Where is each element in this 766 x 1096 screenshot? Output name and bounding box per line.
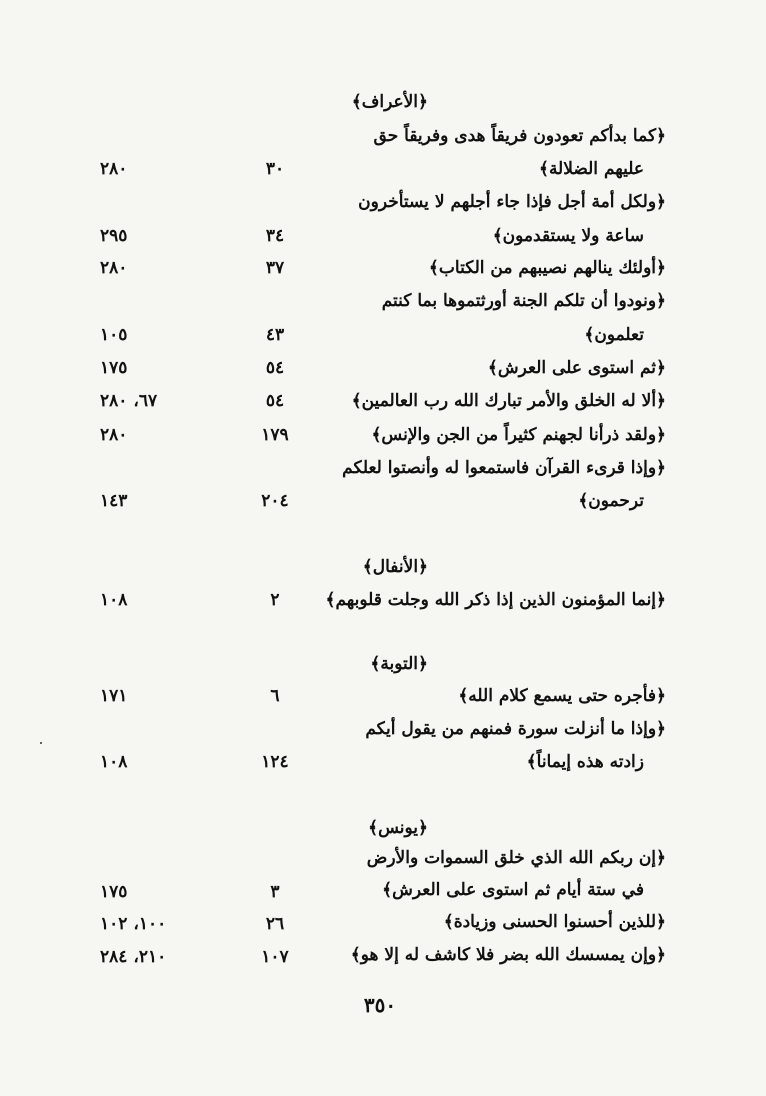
page-reference: ٢٩٥	[100, 226, 128, 246]
page-reference: ٦٧، ٢٨٠	[100, 391, 158, 411]
entry-text: ﴿ولكل أمة أجل فإذا جاء أجلهم لا يستأخرون	[358, 192, 666, 212]
entry-text: ﴿وإذا قرىء القرآن فاستمعوا له وأنصتوا لعلكم	[342, 458, 666, 478]
page-reference: ٢٨٠	[100, 258, 128, 278]
page-reference: ١٠٨	[100, 752, 128, 772]
verse-number: ٢٦	[265, 914, 285, 934]
page-reference: ١٤٣	[100, 491, 128, 511]
entry-text: ﴿للذين أحسنوا الحسنى وزيادة﴾	[443, 912, 666, 932]
entry-text: ساعة ولا يستقدمون﴾	[492, 226, 644, 246]
entry-text: ﴿وإن يمسسك الله بضر فلا كاشف له إلا هو﴾	[350, 945, 666, 965]
verse-number: ٤٣	[265, 325, 285, 345]
entry-text: ﴿وإذا ما أنزلت سورة فمنهم من يقول أيكم	[365, 719, 666, 739]
verse-number: ١٧٩	[261, 425, 289, 445]
section-heading: ﴿الأعراف﴾	[351, 92, 428, 112]
verse-number: ٣٤	[265, 226, 285, 246]
entry-text: ﴿إنما المؤمنون الذين إذا ذكر الله وجلت قلوبهم﴾	[325, 590, 666, 610]
verse-number: ٢٠٤	[261, 491, 289, 511]
page-reference: ١٧٥	[100, 358, 128, 378]
page-reference: ١٠٠، ١٠٢	[100, 914, 167, 934]
verse-number: ١٠٧	[261, 947, 289, 967]
page-reference: ١٠٥	[100, 325, 128, 345]
entry-text: تعلمون﴾	[584, 325, 644, 345]
entry-text: ﴿ونودوا أن تلكم الجنة أورثتموها بما كنتم	[381, 291, 666, 311]
verse-number: ٦	[270, 686, 280, 706]
entry-text: ﴿ولقد ذرأنا لجهنم كثيراً من الجن والإنس﴾	[371, 425, 666, 445]
verse-number: ٣٠	[265, 159, 285, 179]
page-reference: ١٧٥	[100, 882, 128, 902]
entry-text: ﴿إن ربكم الله الذي خلق السموات والأرض	[366, 848, 666, 868]
entry-text: ﴿ثم استوى على العرش﴾	[487, 358, 666, 378]
entry-text: في ستة أيام ثم استوى على العرش﴾	[382, 880, 644, 900]
page-reference: ٢١٠، ٢٨٤	[100, 947, 167, 967]
entry-text: عليهم الضلالة﴾	[538, 159, 644, 179]
verse-number: ٣	[270, 882, 280, 902]
entry-text: ﴿أولئك ينالهم نصيبهم من الكتاب﴾	[428, 258, 666, 278]
section-heading: ﴿الأنفال﴾	[362, 557, 428, 577]
verse-number: ٥٤	[265, 391, 285, 411]
verse-number: ٣٧	[265, 258, 285, 278]
section-heading: ﴿يونس﴾	[368, 818, 428, 838]
verse-number: ٢	[270, 590, 280, 610]
scan-speck	[40, 742, 42, 744]
page-reference: ١٠٨	[100, 590, 128, 610]
verse-number: ٥٤	[265, 358, 285, 378]
entry-text: زادته هذه إيماناً﴾	[526, 752, 644, 772]
section-heading: ﴿التوبة﴾	[370, 654, 428, 674]
page-number: ٣٥٠	[363, 993, 397, 1017]
entry-text: ﴿فأجره حتى يسمع كلام الله﴾	[458, 686, 666, 706]
page-reference: ٢٨٠	[100, 425, 128, 445]
verse-number: ١٢٤	[261, 752, 289, 772]
entry-text: ترحمون﴾	[578, 491, 644, 511]
entry-text: ﴿كما بدأكم تعودون فريقاً هدى وفريقاً حق	[373, 126, 666, 146]
entry-text: ﴿ألا له الخلق والأمر تبارك الله رب العالمين﴾	[351, 391, 666, 411]
page-reference: ١٧١	[100, 686, 128, 706]
page-reference: ٢٨٠	[100, 159, 128, 179]
